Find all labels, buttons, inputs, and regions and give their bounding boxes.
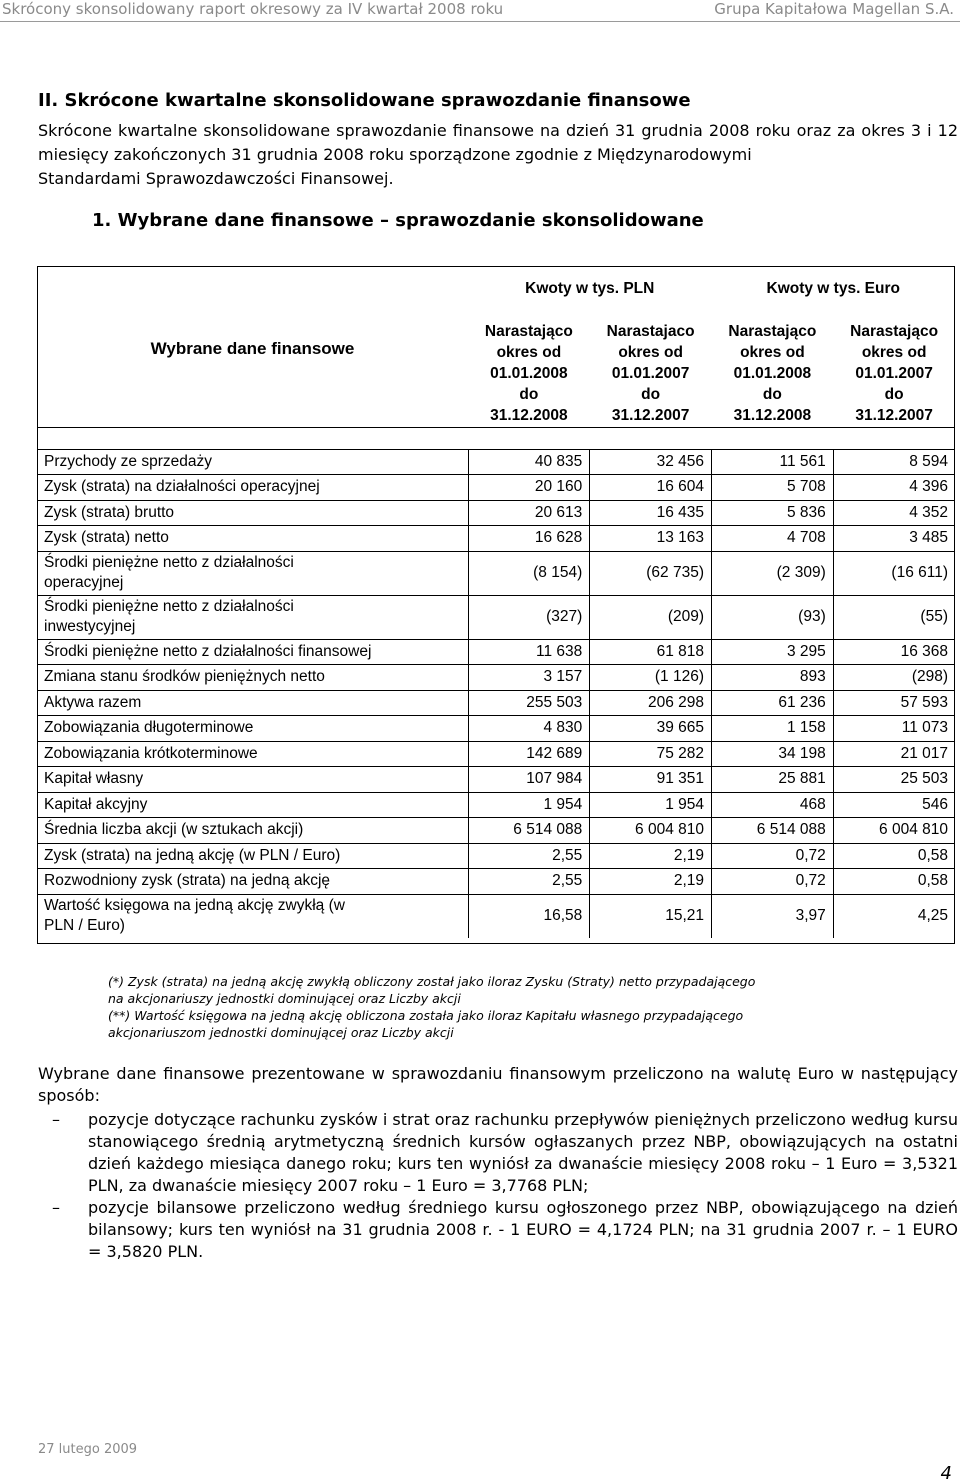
cell-value: 0,72	[712, 869, 834, 895]
row-label-line: Średnia liczba akcji (w sztukach akcji)	[44, 821, 304, 839]
cell-value: 0,58	[833, 869, 955, 895]
row-label	[37, 639, 468, 665]
cell-value: 16,58	[468, 894, 590, 938]
cell-value: 15,21	[590, 894, 712, 938]
cell-value: 61 818	[590, 639, 712, 665]
table-row	[37, 475, 955, 501]
column-header-line: 01.01.2007	[611, 365, 690, 382]
cell-value: (55)	[833, 595, 955, 639]
row-label	[37, 690, 468, 716]
table-row	[37, 894, 955, 938]
column-header	[468, 312, 590, 427]
row-label-line: inwestycyjnej	[44, 618, 136, 635]
cell-value: 142 689	[468, 741, 590, 767]
cell-value: 40 835	[468, 449, 590, 475]
dash-marker: –	[52, 1110, 60, 1129]
row-label	[37, 818, 468, 844]
dash-marker: –	[52, 1198, 60, 1217]
cell-value: 32 456	[590, 449, 712, 475]
cell-value: 0,72	[712, 843, 834, 869]
cell-value: 3 295	[712, 639, 834, 665]
cell-value: 11 073	[833, 716, 955, 742]
cell-value: 6 514 088	[468, 818, 590, 844]
cell-value: 21 017	[833, 741, 955, 767]
cell-value: 893	[712, 665, 834, 691]
cell-value: 2,55	[468, 843, 590, 869]
row-label	[37, 500, 468, 526]
table-row	[37, 500, 955, 526]
cell-value: 25 503	[833, 767, 955, 793]
row-label	[37, 894, 468, 938]
cell-value: 1 158	[712, 716, 834, 742]
column-header-line: do	[519, 386, 539, 403]
cell-value: 39 665	[590, 716, 712, 742]
cell-value: 468	[712, 792, 834, 818]
row-label-line: Środki pieniężne netto z działalności finansowej	[44, 642, 372, 660]
cell-value: 5 836	[712, 500, 834, 526]
cell-value: 4 830	[468, 716, 590, 742]
cell-value: 2,55	[468, 869, 590, 895]
column-header-line: 01.01.2008	[490, 365, 568, 382]
cell-value: 6 514 088	[712, 818, 834, 844]
row-label	[37, 716, 468, 742]
column-header-line: okres od	[740, 344, 805, 361]
row-label	[37, 475, 468, 501]
column-header-line: do	[762, 386, 782, 403]
column-header	[590, 312, 712, 427]
table-row	[37, 843, 955, 869]
cell-value: 6 004 810	[833, 818, 955, 844]
column-header-line: 01.01.2008	[733, 365, 812, 382]
row-label-line: Zobowiązania długoterminowe	[44, 719, 254, 737]
cell-value: 3 157	[468, 665, 590, 691]
column-header-line: 31.12.2007	[855, 407, 933, 424]
table-row	[37, 818, 955, 844]
column-header-line: 31.12.2008	[490, 407, 568, 424]
row-label-line: Środki pieniężne netto z działalności	[44, 598, 294, 615]
section-title: II. Skrócone kwartalne skonsolidowane sprawozdanie finansowe	[38, 90, 691, 111]
row-label	[37, 741, 468, 767]
cell-value: 3,97	[712, 894, 834, 938]
cell-value: 11 638	[468, 639, 590, 665]
cell-value: (8 154)	[468, 551, 590, 595]
conversion-bullet-list	[38, 1109, 958, 1263]
cell-value: 13 163	[590, 526, 712, 552]
row-label-line: Kapitał własny	[44, 770, 144, 788]
column-header-line: 31.12.2008	[733, 407, 812, 424]
cell-value: 6 004 810	[590, 818, 712, 844]
cell-value: 107 984	[468, 767, 590, 793]
table-row	[37, 665, 955, 691]
cell-value: (62 735)	[590, 551, 712, 595]
footnote-line: (*) Zysk (strata) na jedną akcję zwykłą obliczony został jako iloraz Zysku (Straty) netto przypadającego	[108, 974, 756, 989]
cell-value: 20 613	[468, 500, 590, 526]
cell-value: 25 881	[712, 767, 834, 793]
footnote-line: akcjonariuszom jednostki dominującej oraz Liczby akcji	[108, 1025, 454, 1040]
row-label	[37, 843, 468, 869]
column-header-line: okres od	[496, 344, 562, 361]
header-divider	[0, 21, 960, 22]
column-header-line: okres od	[861, 344, 927, 361]
table-row	[37, 639, 955, 665]
cell-value: 16 435	[590, 500, 712, 526]
cell-value: (209)	[590, 595, 712, 639]
table-row	[37, 551, 955, 595]
table-row	[37, 690, 955, 716]
column-header-line: Narastająco	[728, 323, 817, 340]
cell-value: 1 954	[590, 792, 712, 818]
footer-date: 27 lutego 2009	[38, 1442, 138, 1457]
cell-value: 11 561	[712, 449, 834, 475]
row-label-line: Zysk (strata) netto	[44, 529, 169, 547]
column-header-line: okres od	[618, 344, 683, 361]
column-header-line: do	[884, 386, 904, 403]
row-label	[37, 551, 468, 595]
table-row	[37, 767, 955, 793]
footnotes	[108, 973, 868, 1041]
intro-text-end: Standardami Sprawozdawczości Finansowej.	[38, 169, 394, 188]
table-row	[37, 741, 955, 767]
cell-value: 5 708	[712, 475, 834, 501]
bullet-item	[38, 1109, 958, 1197]
row-header-label: Wybrane dane finansowe	[150, 339, 355, 359]
row-label	[37, 449, 468, 475]
cell-value: 34 198	[712, 741, 834, 767]
conversion-paragraph: Wybrane dane finansowe prezentowane w sprawozdaniu finansowym przeliczono na walutę Euro w następujący sposób:	[38, 1064, 958, 1105]
cell-value: 1 954	[468, 792, 590, 818]
row-label-line: Środki pieniężne netto z działalności	[44, 554, 294, 571]
row-label-line: operacyjnej	[44, 574, 124, 591]
column-header	[712, 312, 834, 427]
running-header-title: Skrócony skonsolidowany raport okresowy za IV kwartał 2008 roku	[2, 0, 504, 18]
running-header-company: Grupa Kapitałowa Magellan S.A.	[714, 0, 954, 18]
header-spacer	[37, 427, 955, 449]
row-label	[37, 767, 468, 793]
row-label-line: Zysk (strata) brutto	[44, 503, 175, 521]
cell-value: 4 352	[833, 500, 955, 526]
cell-value: 4,25	[833, 894, 955, 938]
cell-value: 20 160	[468, 475, 590, 501]
footnote-line: na akcjonariuszy jednostki dominującej oraz Liczby akcji	[108, 991, 461, 1006]
cell-value: 16 368	[833, 639, 955, 665]
cell-value: 91 351	[590, 767, 712, 793]
row-label	[37, 526, 468, 552]
cell-value: 57 593	[833, 690, 955, 716]
row-label-line: Aktywa razem	[44, 693, 142, 711]
table-row	[37, 449, 955, 475]
row-label-line: Rozwodniony zysk (strata) na jedną akcję	[44, 872, 331, 890]
financial-data-table	[37, 266, 955, 938]
table-row	[37, 526, 955, 552]
cell-value: 4 396	[833, 475, 955, 501]
cell-value: 546	[833, 792, 955, 818]
column-header-line: do	[641, 386, 661, 403]
row-label-line: Zmiana stanu środków pieniężnych netto	[44, 668, 325, 686]
row-label	[37, 665, 468, 691]
cell-value: 2,19	[590, 869, 712, 895]
table-row	[37, 792, 955, 818]
cell-value: (16 611)	[833, 551, 955, 595]
group-header-eur: Kwoty w tys. Euro	[766, 280, 900, 297]
cell-value: 8 594	[833, 449, 955, 475]
row-label-line: Wartość księgowa na jedną akcję zwykłą (w	[44, 897, 345, 915]
cell-value: 3 485	[833, 526, 955, 552]
cell-value: 4 708	[712, 526, 834, 552]
row-label-line: Zobowiązania krótkoterminowe	[44, 744, 258, 762]
cell-value: 16 604	[590, 475, 712, 501]
row-label	[37, 792, 468, 818]
intro-text: Skrócone kwartalne skonsolidowane sprawozdanie finansowe na dzień 31 grudnia 2008 roku oraz za okres 3 i 12 miesięcy zakończonych 31 grudnia 2008 roku sporządzone zgodnie z Międzynarodowymi	[38, 121, 958, 164]
group-header-pln: Kwoty w tys. PLN	[525, 280, 655, 297]
cell-value: 16 628	[468, 526, 590, 552]
row-label-line: Kapitał akcyjny	[44, 795, 148, 813]
row-label-line: Zysk (strata) na jedną akcję (w PLN / Euro)	[44, 846, 341, 864]
intro-paragraph	[38, 119, 958, 191]
cell-value: 2,19	[590, 843, 712, 869]
column-header-line: Narastająco	[484, 323, 573, 340]
cell-value: (2 309)	[712, 551, 834, 595]
subsection-title: 1. Wybrane dane finansowe – sprawozdanie skonsolidowane	[92, 210, 704, 231]
row-label-line: Zysk (strata) na działalności operacyjnej	[44, 478, 320, 496]
row-label-line: Przychody ze sprzedaży	[44, 452, 212, 470]
cell-value: (93)	[712, 595, 834, 639]
row-label	[37, 869, 468, 895]
column-header-line: 31.12.2007	[611, 407, 690, 424]
bullet-item	[38, 1197, 958, 1263]
column-header-line: Narastajaco	[606, 323, 695, 340]
bullet-text: pozycje dotyczące rachunku zysków i strat oraz rachunku przepływów pieniężnych przeliczono według kursu stanowiącego średnią arytmetyczną średnich kursów ogłaszanych przez NBP, obowiązujących na ostatni dzień każdego miesiąca danego roku; kurs ten wyniósł za dwanaście miesięcy 2008 roku – 1 Euro = 3,5321 PLN, za dwanaście miesięcy 2007 roku – 1 Euro = 3,7768 PLN;	[88, 1110, 958, 1195]
cell-value: 255 503	[468, 690, 590, 716]
cell-value: 75 282	[590, 741, 712, 767]
cell-value: 0,58	[833, 843, 955, 869]
cell-value: (1 126)	[590, 665, 712, 691]
table-row	[37, 869, 955, 895]
column-header-line: 01.01.2007	[855, 365, 933, 382]
table-row	[37, 716, 955, 742]
row-label-line: PLN / Euro)	[44, 917, 125, 935]
row-label	[37, 595, 468, 639]
cell-value: (327)	[468, 595, 590, 639]
cell-value: (298)	[833, 665, 955, 691]
page-number: 4	[940, 1463, 952, 1484]
footnote-line: (**) Wartość księgowa na jedną akcję obliczona została jako iloraz Kapitału własnego przypadającego	[108, 1008, 744, 1023]
column-header-line: Narastająco	[850, 323, 939, 340]
cell-value: 61 236	[712, 690, 834, 716]
cell-value: 206 298	[590, 690, 712, 716]
bullet-text: pozycje bilansowe przeliczono według średniego kursu ogłoszonego przez NBP, obowiązującego na dzień bilansowy; kurs ten wyniósł na 31 grudnia 2008 r. - 1 EURO = 4,1724 PLN; na 31 grudnia 2007 r. – 1 EURO = 3,5820 PLN.	[88, 1198, 958, 1261]
table-row	[37, 595, 955, 639]
column-header	[833, 312, 955, 427]
